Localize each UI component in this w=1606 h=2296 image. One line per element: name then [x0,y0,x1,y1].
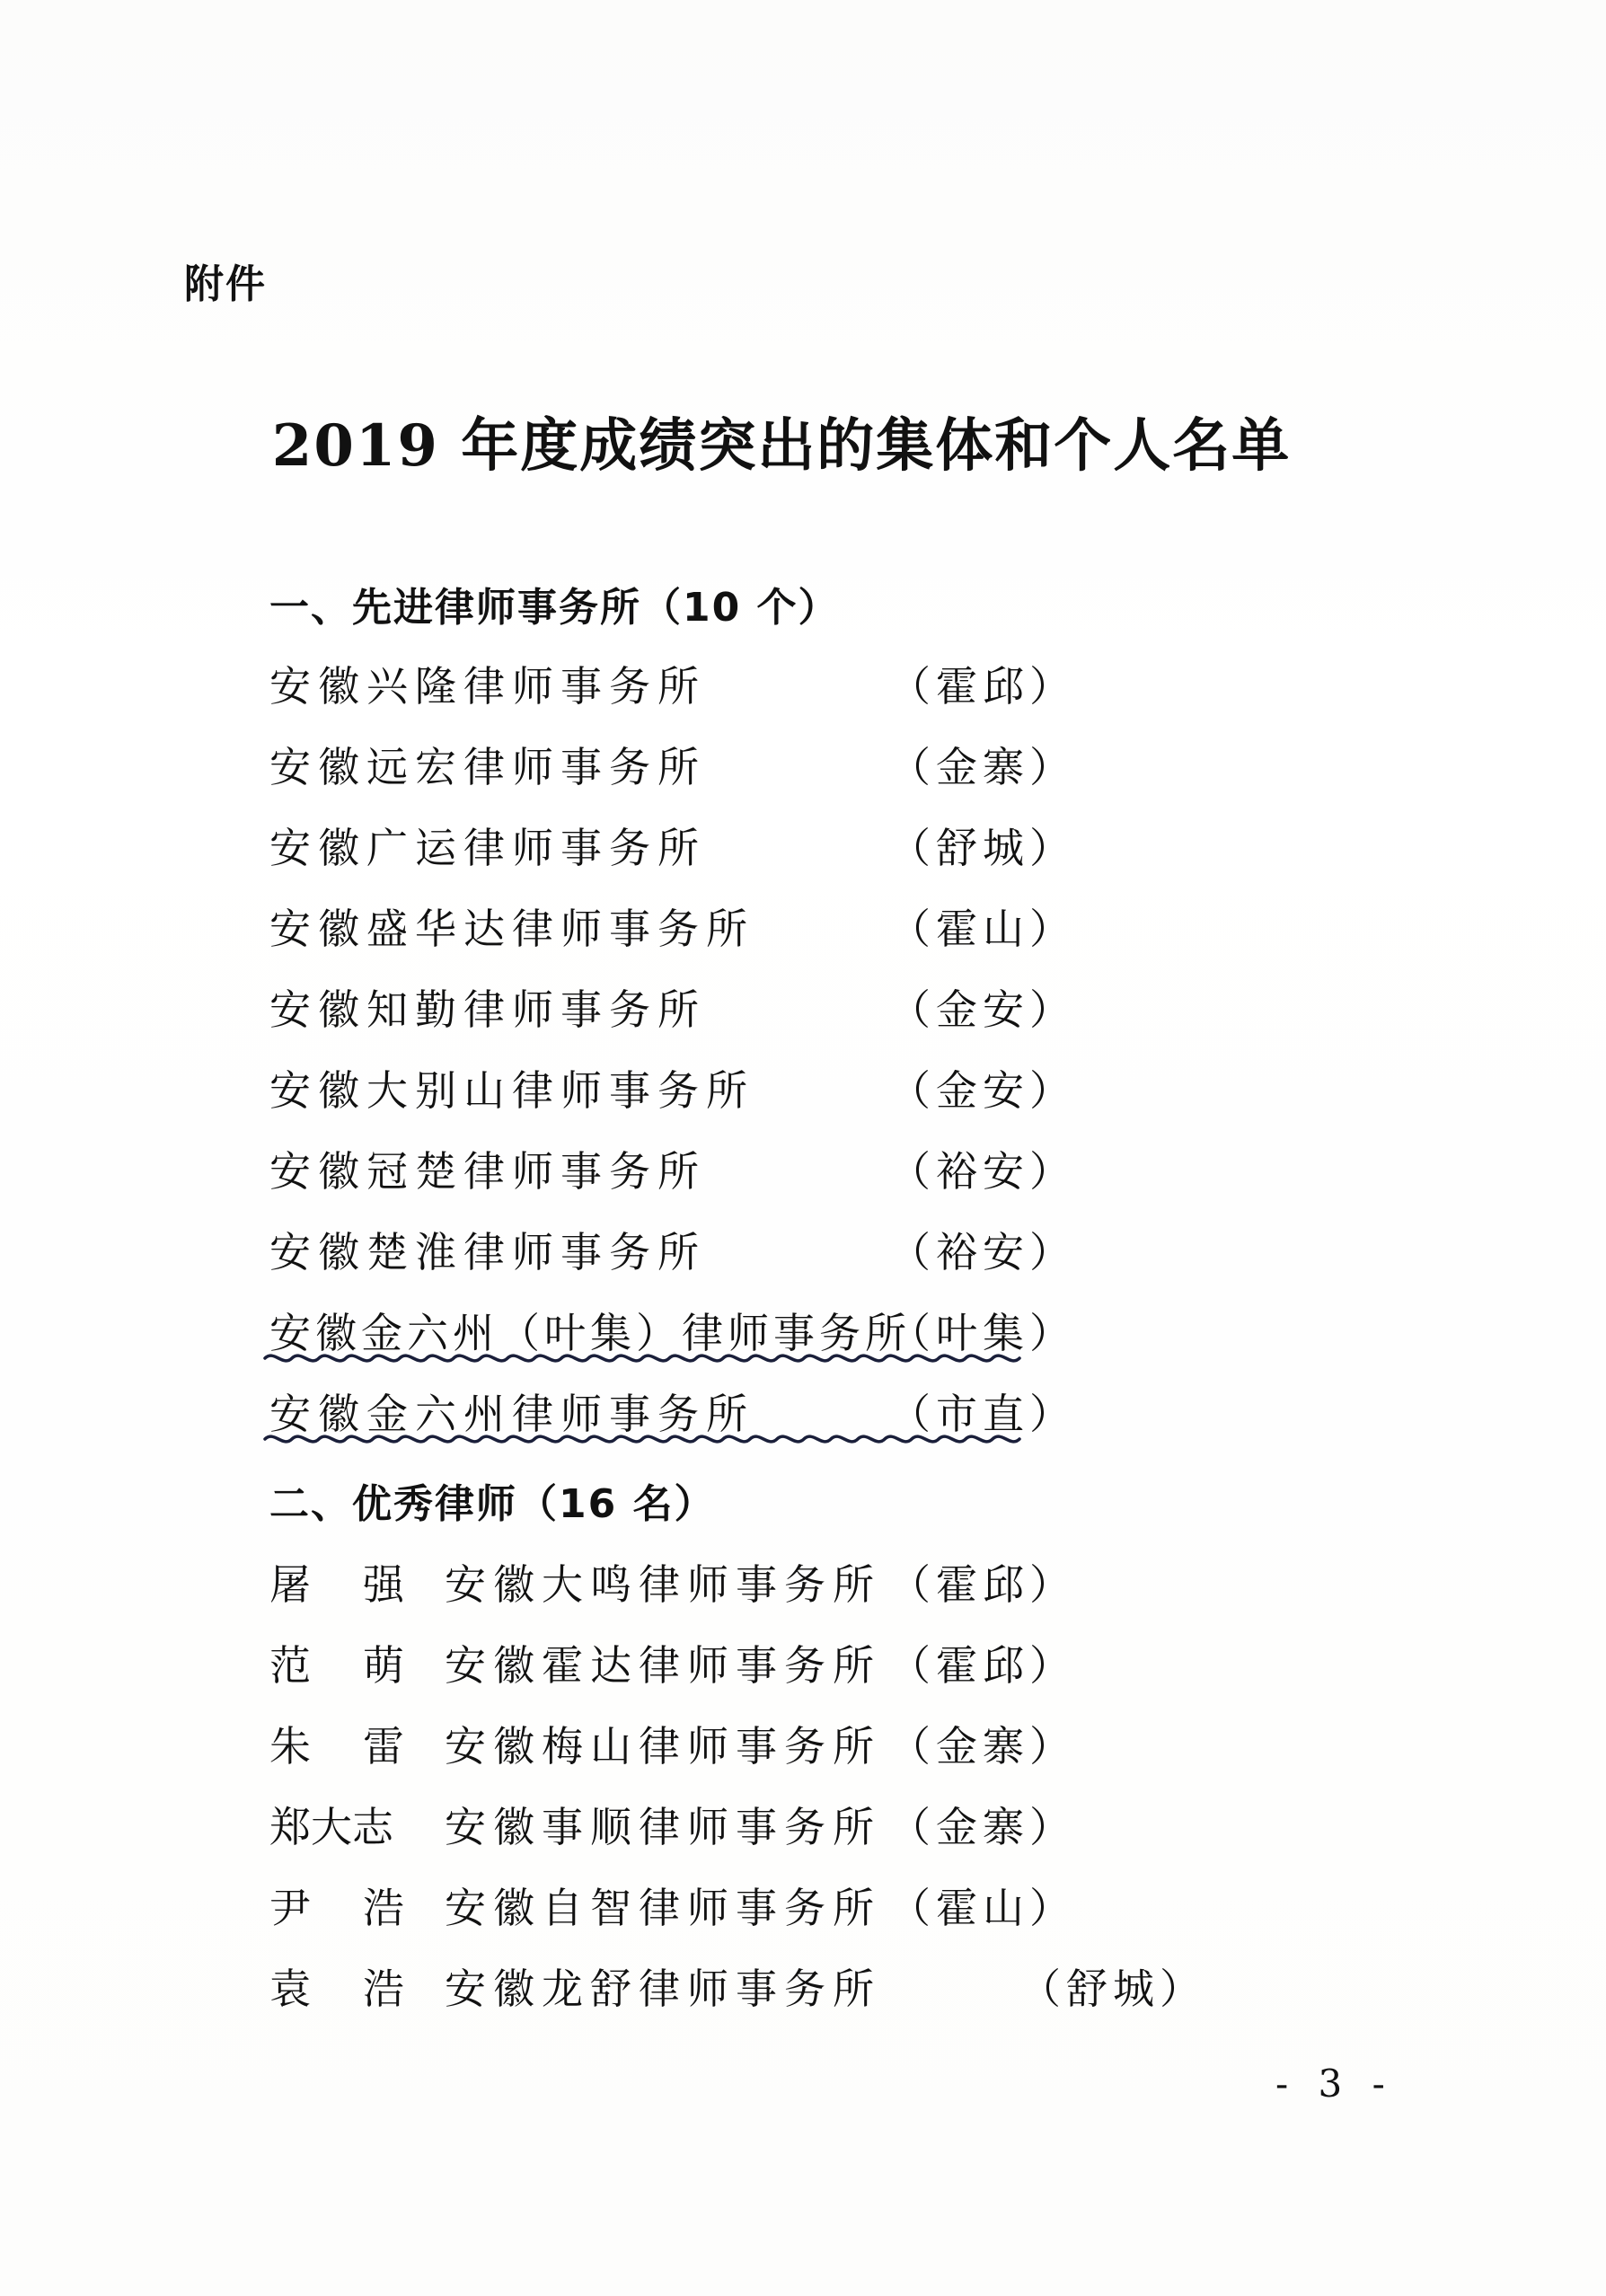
lawyer-location: （舒城） [1019,1965,1206,2013]
firm-location: （金安） [889,985,1076,1034]
firm-name: 安徽大别山律师事务所 [269,1066,754,1115]
firm-name: 安徽冠楚律师事务所 [269,1147,706,1196]
firm-name: 安徽金六州（叶集）律师事务所 [269,1309,911,1357]
attachment-label: 附件 [184,261,267,307]
firm-location: （市直） [889,1390,1076,1438]
lawyer-location: （霍邱） [889,1641,1076,1690]
lawyer-location: （金寨） [889,1722,1076,1771]
handwritten-underline [265,1347,1037,1374]
firm-location: （叶集） [889,1309,1076,1357]
lawyer-firm: 安徽霍达律师事务所 [445,1641,881,1690]
firm-location: （霍山） [889,905,1076,953]
firm-location: （舒城） [889,824,1076,872]
firm-location: （霍邱） [889,662,1076,711]
lawyer-location: （霍邱） [889,1560,1076,1609]
firm-name: 安徽兴隆律师事务所 [269,662,706,711]
firm-name: 安徽远宏律师事务所 [269,743,706,791]
firm-name: 安徽广运律师事务所 [269,824,706,872]
lawyer-firm: 安徽大鸣律师事务所 [445,1560,881,1609]
handwritten-underline [265,1426,1037,1453]
lawyer-name: 尹 浩 [269,1884,404,1932]
document-title: 2019 年度成绩突出的集体和个人名单 [271,412,1292,480]
lawyer-location: （霍山） [889,1884,1076,1932]
firm-location: （金安） [889,1066,1076,1115]
lawyer-name: 袁 浩 [269,1965,404,2013]
firm-name: 安徽金六州律师事务所 [269,1390,754,1438]
lawyer-firm: 安徽事顺律师事务所 [445,1803,881,1851]
lawyer-name: 朱 雷 [269,1722,404,1771]
firm-name: 安徽盛华达律师事务所 [269,905,754,953]
lawyer-name: 范 萌 [269,1641,404,1690]
section-heading-lawyers: 二、优秀律师（16 名） [269,1481,716,1527]
firm-name: 安徽楚淮律师事务所 [269,1228,706,1276]
firm-location: （裕安） [889,1228,1076,1276]
section-heading-firms: 一、先进律师事务所（10 个） [269,585,840,631]
lawyer-firm: 安徽龙舒律师事务所 [445,1965,881,2013]
lawyer-location: （金寨） [889,1803,1076,1851]
page-number: - 3 - [1275,2062,1394,2106]
lawyer-firm: 安徽自智律师事务所 [445,1884,881,1932]
firm-name: 安徽知勤律师事务所 [269,985,706,1034]
lawyer-name: 屠 强 [269,1560,404,1609]
lawyer-name: 郑大志 [269,1803,393,1851]
firm-location: （裕安） [889,1147,1076,1196]
firm-location: （金寨） [889,743,1076,791]
lawyer-firm: 安徽梅山律师事务所 [445,1722,881,1771]
